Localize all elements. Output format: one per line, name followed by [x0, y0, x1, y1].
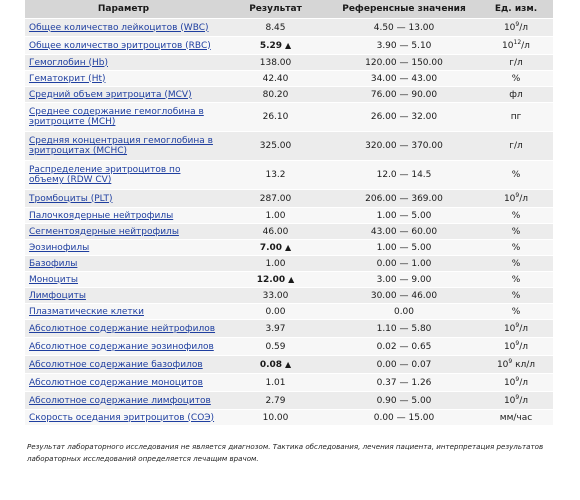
table-row [25, 320, 553, 338]
unit-exponent: 9 [515, 321, 520, 329]
result-value: 1.01 [265, 377, 286, 388]
parameter-cell [25, 71, 222, 87]
result-value: 12.00 [256, 274, 286, 285]
result-value: 138.00 [259, 57, 292, 68]
result-cell [222, 304, 329, 320]
unit-base: 10 [503, 395, 516, 406]
unit-cell [479, 87, 553, 103]
result-value: 0.59 [265, 341, 286, 352]
unit-cell [479, 356, 553, 374]
reference-cell: 0.00 — 1.00 [329, 256, 479, 272]
parameter-link[interactable]: Лимфоциты [29, 290, 86, 301]
table-row [25, 374, 553, 392]
table-header-row [25, 0, 553, 19]
parameter-cell [25, 392, 222, 410]
unit-exponent: 9 [508, 357, 513, 365]
unit-cell [479, 338, 553, 356]
parameter-cell [25, 208, 222, 224]
result-cell [222, 338, 329, 356]
result-value: 0.00 [265, 306, 286, 317]
parameter-cell [25, 374, 222, 392]
unit-tail: /л [519, 22, 529, 33]
reference-cell: 3.00 — 9.00 [329, 272, 479, 288]
parameter-link[interactable]: Абсолютное содержание нейтрофилов [29, 323, 216, 334]
above-range-icon: ▲ [288, 274, 295, 284]
above-range-icon: ▲ [285, 40, 292, 50]
parameter-cell [25, 272, 222, 288]
unit-cell [479, 288, 553, 304]
result-value: 0.08 [259, 359, 283, 370]
result-value: 8.45 [265, 22, 286, 33]
unit-base: % [511, 170, 521, 180]
parameter-cell [25, 338, 222, 356]
unit-exponent: 9 [515, 393, 520, 401]
results-table [25, 0, 553, 426]
reference-cell: 43.00 — 60.00 [329, 224, 479, 240]
parameter-cell [25, 320, 222, 338]
parameter-link[interactable]: Абсолютное содержание эозинофилов [29, 341, 214, 352]
parameter-link[interactable]: Палочкоядерные нейтрофилы [29, 210, 174, 221]
parameter-cell [25, 256, 222, 272]
unit-cell [479, 55, 553, 71]
table-row [25, 392, 553, 410]
reference-cell: 1.10 — 5.80 [329, 320, 479, 338]
reference-cell: 3.90 — 5.10 [329, 37, 479, 55]
unit-cell [479, 320, 553, 338]
result-cell [222, 87, 329, 103]
result-cell [222, 71, 329, 87]
parameter-cell [25, 37, 222, 55]
unit-base: % [511, 226, 521, 237]
unit-tail: /л [519, 395, 529, 406]
parameter-cell [25, 240, 222, 256]
table-row [25, 338, 553, 356]
reference-cell: 206.00 — 369.00 [329, 190, 479, 208]
parameter-cell [25, 161, 222, 190]
unit-tail: /л [519, 193, 529, 204]
result-cell [222, 208, 329, 224]
unit-base: % [511, 210, 521, 221]
parameter-cell [25, 19, 222, 37]
result-value: 46.00 [262, 226, 289, 237]
unit-cell [479, 103, 553, 132]
parameter-cell [25, 103, 222, 132]
table-row [25, 19, 553, 37]
unit-cell [479, 272, 553, 288]
result-cell [222, 240, 329, 256]
above-range-icon: ▲ [285, 359, 292, 369]
reference-cell: 34.00 — 43.00 [329, 71, 479, 87]
table-row [25, 161, 553, 190]
reference-cell: 0.00 [329, 304, 479, 320]
unit-base: % [511, 242, 521, 253]
table-body [25, 19, 553, 426]
result-value: 3.97 [265, 323, 286, 334]
parameter-link[interactable]: Базофилы [29, 258, 78, 269]
parameter-link[interactable]: Моноциты [29, 274, 78, 285]
unit-base: г/л [509, 141, 523, 151]
parameter-link[interactable]: Среднее содержание гемоглобина в эритроците (MCH) [29, 107, 204, 127]
table-row [25, 224, 553, 240]
result-cell [222, 224, 329, 240]
result-cell [222, 55, 329, 71]
parameter-link[interactable]: Плазматические клетки [29, 306, 144, 317]
unit-cell [479, 19, 553, 37]
reference-cell: 30.00 — 46.00 [329, 288, 479, 304]
unit-base: 10 [503, 323, 516, 334]
unit-base: 10 [502, 40, 514, 51]
reference-cell: 12.0 — 14.5 [329, 161, 479, 190]
parameter-link[interactable]: Скорость оседания эритроцитов (СОЭ) [29, 412, 215, 423]
table-row [25, 37, 553, 55]
header-reference: Референсные значения [329, 0, 479, 19]
result-value: 80.20 [262, 89, 289, 100]
unit-base: 10 [503, 377, 516, 388]
header-parameter: Параметр [25, 0, 222, 19]
result-cell [222, 320, 329, 338]
unit-cell [479, 256, 553, 272]
table-row [25, 240, 553, 256]
unit-cell [479, 208, 553, 224]
table-row [25, 103, 553, 132]
unit-tail: /л [519, 323, 529, 334]
result-cell [222, 374, 329, 392]
table-row [25, 55, 553, 71]
reference-cell: 0.02 — 0.65 [329, 338, 479, 356]
result-cell [222, 288, 329, 304]
reference-cell: 120.00 — 150.00 [329, 55, 479, 71]
table-row [25, 288, 553, 304]
header-unit: Ед. изм. [479, 0, 553, 19]
unit-exponent: 9 [515, 20, 520, 28]
result-value: 7.00 [259, 242, 283, 253]
reference-cell: 0.37 — 1.26 [329, 374, 479, 392]
unit-base: 10 [503, 341, 516, 352]
unit-base: 10 [503, 22, 516, 33]
unit-cell [479, 224, 553, 240]
table-row [25, 87, 553, 103]
unit-base: г/л [509, 57, 523, 68]
result-cell [222, 356, 329, 374]
unit-tail: кл/л [512, 359, 536, 370]
parameter-link[interactable]: Сегментоядерные нейтрофилы [29, 226, 179, 237]
parameter-link[interactable]: Абсолютное содержание лимфоцитов [29, 395, 211, 406]
parameter-cell [25, 132, 222, 161]
parameter-cell [25, 288, 222, 304]
parameter-link[interactable]: Эозинофилы [29, 242, 90, 253]
result-cell [222, 392, 329, 410]
unit-exponent: 12 [513, 38, 522, 46]
unit-base: % [511, 258, 521, 269]
result-value: 287.00 [259, 193, 292, 204]
result-cell [222, 161, 329, 190]
unit-cell [479, 71, 553, 87]
parameter-link[interactable]: Абсолютное содержание моноцитов [29, 377, 203, 388]
disclaimer-note: Результат лабораторного исследования не является диагнозом. Тактика обследования, лечения пациента, интерпретация результатов лабораторных исследований определяется лечащим врачом. [27, 442, 544, 463]
result-value: 1.00 [265, 210, 286, 221]
parameter-link[interactable]: Абсолютное содержание базофилов [29, 359, 203, 370]
reference-cell: 1.00 — 5.00 [329, 208, 479, 224]
result-value: 42.40 [262, 73, 289, 84]
reference-cell: 1.00 — 5.00 [329, 240, 479, 256]
parameter-link[interactable]: Гематокрит (Ht) [29, 73, 106, 84]
parameter-link[interactable]: Общее количество лейкоцитов (WBC) [29, 22, 209, 33]
parameter-link[interactable]: Средняя концентрация гемоглобина в эритроцитах (MCHC) [29, 136, 213, 156]
result-cell [222, 37, 329, 55]
result-value: 1.00 [265, 258, 286, 269]
table-row [25, 71, 553, 87]
unit-base: пг [510, 112, 522, 122]
parameter-cell [25, 410, 222, 426]
unit-cell [479, 161, 553, 190]
unit-base: % [511, 73, 521, 84]
above-range-icon: ▲ [285, 242, 292, 252]
table-row [25, 410, 553, 426]
result-value: 5.29 [259, 40, 283, 51]
unit-cell [479, 37, 553, 55]
unit-exponent: 9 [515, 191, 520, 199]
unit-cell [479, 392, 553, 410]
table-row [25, 304, 553, 320]
unit-cell [479, 374, 553, 392]
parameter-cell [25, 224, 222, 240]
parameter-link[interactable]: Тромбоциты (PLT) [29, 193, 113, 204]
result-cell [222, 19, 329, 37]
reference-cell: 0.90 — 5.00 [329, 392, 479, 410]
parameter-cell [25, 55, 222, 71]
unit-base: 10 [496, 359, 509, 370]
result-cell [222, 132, 329, 161]
reference-cell: 4.50 — 13.00 [329, 19, 479, 37]
table-row [25, 190, 553, 208]
unit-exponent: 9 [515, 375, 520, 383]
reference-cell: 320.00 — 370.00 [329, 132, 479, 161]
unit-base: мм/час [499, 412, 533, 423]
parameter-cell [25, 356, 222, 374]
parameter-link[interactable]: Общее количество эритроцитов (RBC) [29, 40, 211, 51]
header-result: Результат [222, 0, 329, 19]
result-cell [222, 272, 329, 288]
reference-cell: 76.00 — 90.00 [329, 87, 479, 103]
table-row [25, 272, 553, 288]
unit-exponent: 9 [515, 339, 520, 347]
unit-cell [479, 240, 553, 256]
parameter-cell [25, 87, 222, 103]
unit-tail: /л [519, 377, 529, 388]
unit-base: 10 [503, 193, 516, 204]
result-value: 2.79 [265, 395, 286, 406]
result-value: 26.10 [262, 112, 289, 122]
unit-cell [479, 190, 553, 208]
unit-tail: /л [519, 341, 529, 352]
result-cell [222, 256, 329, 272]
result-cell [222, 103, 329, 132]
result-cell [222, 190, 329, 208]
table-row [25, 256, 553, 272]
table-row [25, 132, 553, 161]
result-value: 33.00 [262, 290, 289, 301]
unit-tail: /л [521, 40, 530, 51]
result-value: 10.00 [262, 412, 289, 423]
result-cell [222, 410, 329, 426]
parameter-cell [25, 190, 222, 208]
unit-cell [479, 410, 553, 426]
parameter-cell [25, 304, 222, 320]
reference-cell: 0.00 — 15.00 [329, 410, 479, 426]
unit-base: фл [509, 89, 523, 100]
parameter-link[interactable]: Гемоглобин (Hb) [29, 57, 108, 68]
unit-base: % [511, 290, 521, 301]
parameter-link[interactable]: Средний объем эритроцита (MCV) [29, 89, 192, 100]
unit-base: % [511, 306, 521, 317]
unit-cell [479, 304, 553, 320]
parameter-link[interactable]: Распределение эритроцитов по объему (RDW CV) [29, 165, 181, 185]
result-value: 325.00 [259, 141, 292, 151]
unit-cell [479, 132, 553, 161]
unit-base: % [511, 274, 521, 285]
result-value: 13.2 [265, 170, 286, 180]
reference-cell: 0.00 — 0.07 [329, 356, 479, 374]
table-row [25, 208, 553, 224]
reference-cell: 26.00 — 32.00 [329, 103, 479, 132]
table-row [25, 356, 553, 374]
